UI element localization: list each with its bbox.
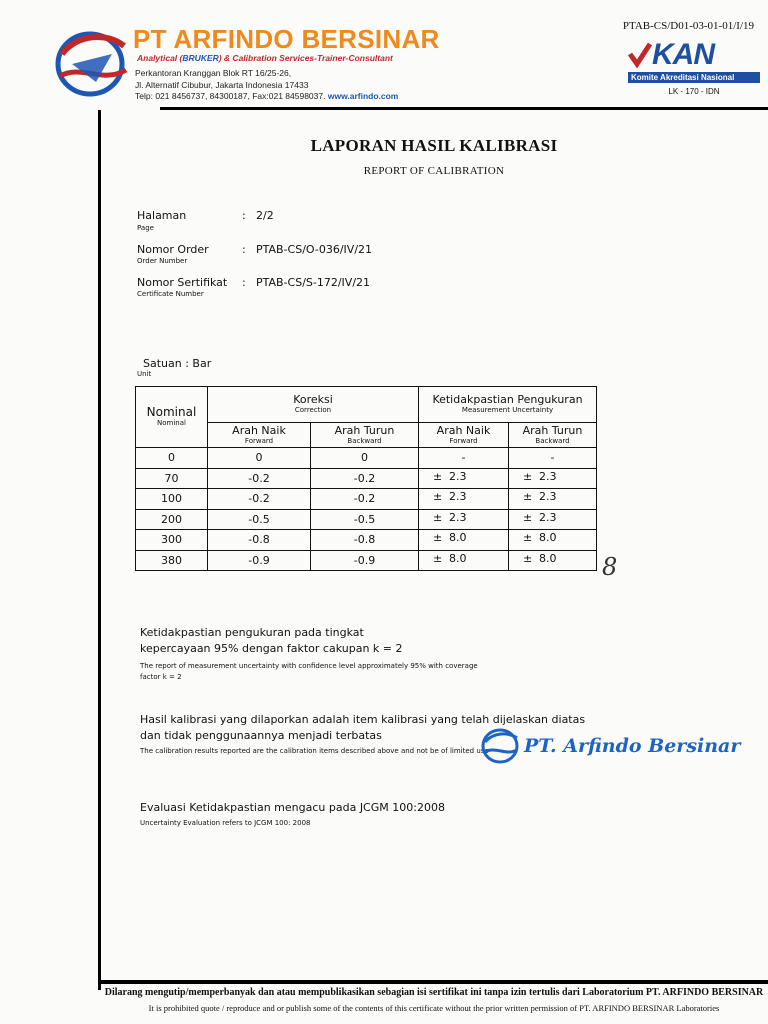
uncertainty-note-line-2: kepercayaan 95% dengan faktor cakupan k = 2 <box>140 642 403 655</box>
uncertainty-header <box>419 387 597 423</box>
order-value: PTAB-CS/O-036/IV/21 <box>256 243 373 256</box>
uncertainty-backward-cell <box>509 468 597 489</box>
uncertainty-forward-cell <box>419 530 509 551</box>
uncertainty-header-label: Ketidakpastian Pengukuran <box>432 393 583 406</box>
uncertainty-value: 2.3 <box>539 490 557 503</box>
correction-backward-cell: -0.9 <box>311 550 419 571</box>
nominal-cell: 300 <box>136 530 208 551</box>
backward-sub: Backward <box>347 436 382 445</box>
company-tagline <box>137 53 393 63</box>
document-reference: PTAB-CS/D01-03-01-01/I/19 <box>622 20 754 32</box>
plus-minus-sign: ± <box>523 510 533 524</box>
nominal-cell: 100 <box>136 489 208 510</box>
kan-number: LK - 170 - IDN <box>668 87 720 96</box>
order-colon: : <box>242 243 246 256</box>
page-sublabel: Page <box>137 224 154 232</box>
correction-backward-cell: -0.2 <box>311 489 419 510</box>
plus-minus-sign: ± <box>523 551 533 565</box>
frame-top-border <box>160 107 768 110</box>
company-stamp <box>480 726 740 766</box>
report-subtitle: REPORT OF CALIBRATION <box>363 165 505 177</box>
phone-fax: Telp: 021 8456737, 84300187, Fax:021 84598037. <box>135 91 328 101</box>
nominal-header <box>136 387 208 448</box>
stamp-text: PT. Arfindo Bersinar <box>524 735 741 757</box>
table-row <box>136 550 597 571</box>
evaluation-note-english: Uncertainty Evaluation refers to JCGM 100: 2008 <box>140 819 311 827</box>
kan-accreditation-block <box>628 40 760 96</box>
results-note-line-1: Hasil kalibrasi yang dilaporkan adalah item kalibrasi yang telah dijelaskan diatas <box>140 713 586 726</box>
backward-sub: Backward <box>535 436 570 445</box>
uncertainty-forward-cell <box>419 509 509 530</box>
correction-forward-cell: -0.9 <box>208 550 311 571</box>
nominal-header-label: Nominal <box>146 405 197 419</box>
footer-disclaimer-id: Dilarang mengutip/memperbanyak dan atau mempublikasikan sebagian isi sertifikat ini tanpa izin tertulis dari Laboratorium PT. ARFINDO BERSINAR <box>104 987 764 998</box>
page-value: 2/2 <box>256 209 274 222</box>
uncertainty-backward-header <box>509 423 597 448</box>
correction-forward-cell: -0.2 <box>208 489 311 510</box>
certificate-colon: : <box>242 276 246 289</box>
correction-forward-cell: -0.8 <box>208 530 311 551</box>
uncertainty-value: 8.0 <box>539 531 557 544</box>
correction-forward-cell: -0.5 <box>208 509 311 530</box>
calibration-table <box>135 386 597 571</box>
table-header-row <box>136 387 597 423</box>
uncertainty-value: 8.0 <box>539 551 557 565</box>
tagline-prefix: Analytical ( <box>137 53 183 63</box>
uncertainty-forward-cell: - <box>419 448 509 469</box>
uncertainty-value: 8.0 <box>449 551 467 565</box>
page-label: Halaman <box>137 209 187 222</box>
table-row <box>136 448 597 469</box>
correction-backward-cell: -0.8 <box>311 530 419 551</box>
uncertainty-backward-cell <box>509 509 597 530</box>
kan-word: KAN <box>652 38 714 71</box>
kan-check-icon <box>628 42 652 68</box>
forward-sub: Forward <box>449 436 478 445</box>
unit-sublabel: Unit <box>137 370 152 378</box>
plus-minus-sign: ± <box>523 531 533 544</box>
unit-label: Satuan : Bar <box>143 357 212 370</box>
frame-left-border <box>98 110 101 990</box>
footer-disclaimer-en: It is prohibited quote / reproduce and or publish some of the contents of this certificate without the prior written permission of PT. ARFINDO BERSINAR Laboratories <box>148 1003 720 1013</box>
correction-forward-cell: -0.2 <box>208 468 311 489</box>
uncertainty-note-line-1: Ketidakpastian pengukuran pada tingkat <box>140 626 364 639</box>
uncertainty-value: 2.3 <box>449 469 467 483</box>
address-line-2: Jl. Alternatif Cibubur, Jakarta Indonesia 17433 <box>135 80 309 90</box>
certificate-value: PTAB-CS/S-172/IV/21 <box>256 276 371 289</box>
correction-backward-header <box>311 423 419 448</box>
uncertainty-value: 2.3 <box>449 510 467 524</box>
company-logo <box>52 24 132 100</box>
forward-label: Arah Naik <box>232 423 286 437</box>
order-label: Nomor Order <box>137 243 209 256</box>
tagline-suffix: ) & Calibration Services-Trainer-Consultant <box>218 53 393 63</box>
plus-minus-sign: ± <box>433 490 443 503</box>
correction-header-label: Koreksi <box>293 393 333 406</box>
results-note-line-2: dan tidak penggunaannya menjadi terbatas <box>140 729 382 742</box>
plus-minus-sign: ± <box>433 531 443 544</box>
kan-subtitle: Komite Akreditasi Nasional <box>628 72 760 83</box>
correction-header <box>208 387 419 423</box>
uncertainty-backward-cell <box>509 530 597 551</box>
results-note-english: The calibration results reported are the calibration items described above and not be of limited use <box>140 747 489 755</box>
uncertainty-value: 8.0 <box>449 531 467 544</box>
plus-minus-sign: ± <box>523 469 533 483</box>
uncertainty-backward-cell <box>509 550 597 571</box>
uncertainty-backward-cell <box>509 489 597 510</box>
stamp-logo-icon <box>480 726 520 766</box>
backward-label: Arah Turun <box>522 423 583 437</box>
nominal-header-sub: Nominal <box>157 419 186 427</box>
nominal-cell: 70 <box>136 468 208 489</box>
plus-minus-sign: ± <box>523 490 533 503</box>
certificate-label: Nomor Sertifikat <box>137 276 228 289</box>
uncertainty-forward-cell <box>419 489 509 510</box>
tagline-brand: BRUKER <box>182 53 219 63</box>
uncertainty-forward-cell <box>419 468 509 489</box>
correction-backward-cell: -0.5 <box>311 509 419 530</box>
address-line-3 <box>135 91 398 101</box>
table-row <box>136 489 597 510</box>
address-line-1: Perkantoran Kranggan Blok RT 16/25-26, <box>135 68 292 78</box>
correction-header-sub: Correction <box>294 406 332 414</box>
frame-bottom-border <box>98 980 768 984</box>
uncertainty-value: 2.3 <box>449 490 467 503</box>
forward-label: Arah Naik <box>436 423 491 437</box>
certificate-sublabel: Certificate Number <box>137 290 204 298</box>
website-link: www.arfindo.com <box>327 91 399 101</box>
company-name: PT ARFINDO BERSINAR <box>133 24 440 54</box>
forward-sub: Forward <box>244 436 274 445</box>
uncertainty-header-sub: Measurement Uncertainty <box>461 406 554 414</box>
backward-label: Arah Turun <box>334 423 395 437</box>
page-colon: : <box>242 209 246 222</box>
uncertainty-value: 2.3 <box>539 469 557 483</box>
order-sublabel: Order Number <box>137 257 188 265</box>
uncertainty-forward-cell <box>419 550 509 571</box>
plus-minus-sign: ± <box>433 551 443 565</box>
report-title: LAPORAN HASIL KALIBRASI <box>310 136 558 155</box>
correction-backward-cell: 0 <box>311 448 419 469</box>
correction-backward-cell: -0.2 <box>311 468 419 489</box>
table-row <box>136 509 597 530</box>
nominal-cell: 200 <box>136 509 208 530</box>
kan-logo <box>628 40 760 70</box>
uncertainty-note-english: The report of measurement uncertainty with confidence level approximately 95% with coverage factor k = 2 <box>140 662 478 681</box>
correction-forward-cell: 0 <box>208 448 311 469</box>
uncertainty-backward-cell: - <box>509 448 597 469</box>
plus-minus-sign: ± <box>433 469 443 483</box>
uncertainty-forward-header <box>419 423 509 448</box>
handwritten-mark: 8 <box>602 553 618 581</box>
table-row <box>136 468 597 489</box>
nominal-cell: 0 <box>136 448 208 469</box>
nominal-cell: 380 <box>136 550 208 571</box>
correction-forward-header <box>208 423 311 448</box>
plus-minus-sign: ± <box>433 510 443 524</box>
table-row <box>136 530 597 551</box>
evaluation-note: Evaluasi Ketidakpastian mengacu pada JCGM 100:2008 <box>140 801 445 814</box>
uncertainty-value: 2.3 <box>539 510 557 524</box>
